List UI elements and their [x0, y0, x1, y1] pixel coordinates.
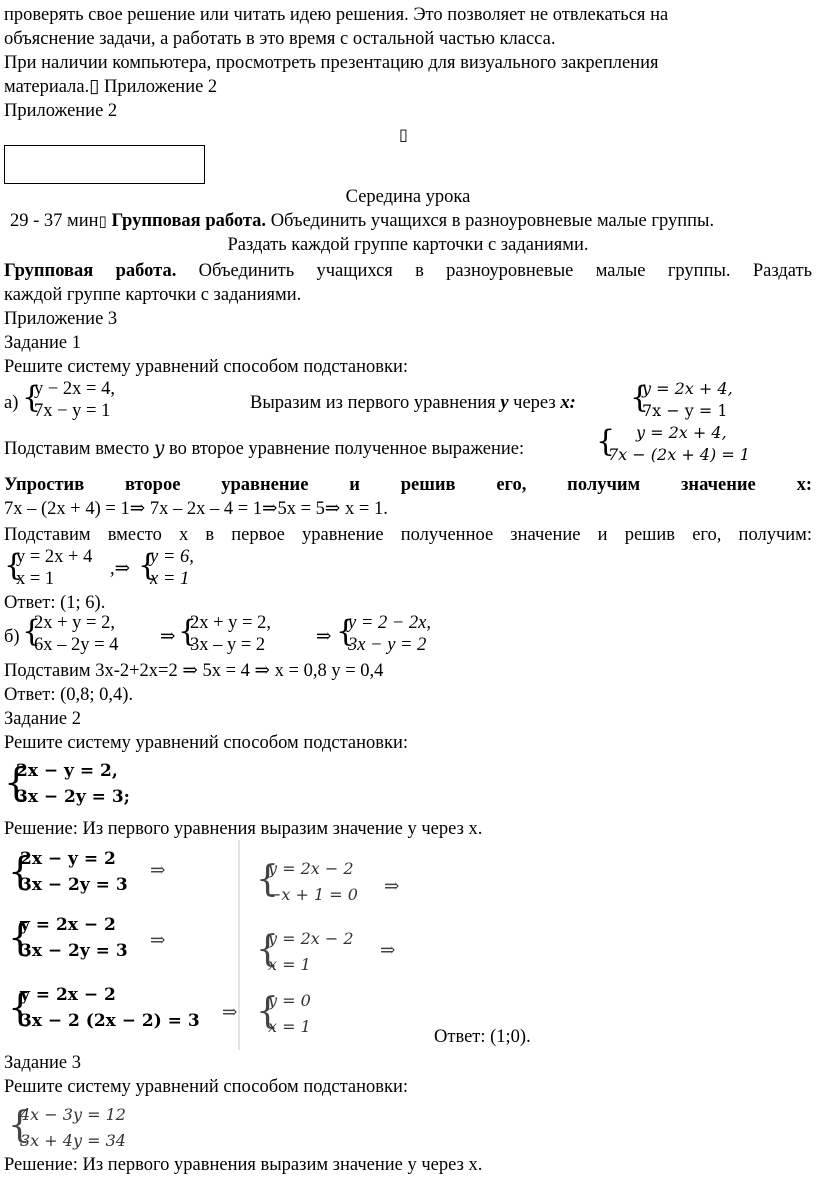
equation: x = 1: [16, 569, 55, 589]
empty-box: [4, 145, 205, 184]
arrow: ⇒: [380, 941, 396, 961]
task2-solution: Решение: Из первого уравнения выразим значение y через x.: [4, 819, 483, 839]
arrow: ⇒: [150, 861, 166, 881]
arrow: ,⇒: [110, 559, 131, 579]
subst-system: [596, 422, 796, 470]
final-sys-left: [4, 546, 114, 590]
group-work-text: Объединить учащихся в разноуровневые малые группы.: [266, 211, 715, 231]
equation: y = 2x + 4,: [636, 423, 727, 442]
task3-title: Задание 3: [4, 1053, 81, 1073]
equation: 3x − 2 (2x − 2) = 3: [20, 1011, 200, 1031]
task1-b-label: б): [4, 627, 20, 647]
equation: 2x + y = 2,: [34, 613, 115, 633]
equation: 3x – y = 2: [190, 635, 266, 655]
left-brace: {: [4, 760, 29, 804]
arrow: ⇒: [222, 1003, 238, 1023]
group-para-bold: Групповая работа.: [4, 261, 177, 281]
task2-step3-left: [8, 980, 218, 1036]
stage-title: Середина урока: [345, 187, 471, 207]
left-brace: {: [256, 929, 279, 970]
left-brace: {: [256, 991, 279, 1032]
left-brace: {: [22, 380, 42, 415]
task1-a-system: [22, 378, 182, 422]
left-brace: {: [8, 849, 33, 893]
equation: 3x + 4y = 34: [20, 1131, 126, 1150]
stage-line: [10, 210, 714, 232]
equation: y = 2x + 4: [16, 547, 93, 567]
task2-step2-left: [8, 910, 158, 966]
express-text: Выразим из первого уравнения: [250, 393, 501, 413]
task1-prompt: Решите систему уравнений способом подстановки:: [4, 357, 409, 377]
express-line: [250, 392, 576, 414]
stage-line-2: Раздать каждой группе карточки с заданиями.: [227, 235, 589, 255]
equation: 7x − y = 1: [34, 401, 111, 421]
intro-line-1: проверять свое решение или читать идею решения. Это позволяет не отвлекаться на: [4, 5, 669, 25]
group-work-bold: Групповая работа.: [111, 211, 267, 231]
arrow: ⇒: [150, 931, 166, 951]
equation: x = 1: [150, 569, 190, 589]
final-sys-right: [138, 546, 218, 590]
equation: y = 2x − 2: [20, 985, 116, 1005]
task2-step3-right: [256, 984, 346, 1044]
equation: 3x − 2y = 3: [20, 941, 128, 961]
task1-b-system-3: [336, 612, 476, 656]
task3-prompt: Решите систему уравнений способом подстановки:: [4, 1077, 409, 1097]
equation: y = 2x − 2: [268, 929, 354, 948]
group-para-text: Объединить учащихся в разноуровневые малые группы. Раздать: [176, 261, 813, 281]
equation: y = 2x − 2: [268, 859, 354, 878]
equation: 2x + y = 2,: [190, 613, 271, 633]
equation: x = 1: [268, 1017, 311, 1036]
express-system: [630, 378, 780, 422]
arrow: ⇒: [160, 627, 176, 647]
left-brace: {: [596, 424, 616, 459]
intro-line-4: материала.▯ Приложение 2: [4, 77, 218, 97]
task2-step2-right: [256, 922, 396, 982]
task2-title: Задание 2: [4, 709, 81, 729]
calc-line: 7x – (2x + 4) = 1⇒ 7x – 2x – 4 = 1⇒5x = 5⇒ x = 1.: [4, 499, 388, 519]
intro-line-3: При наличии компьютера, просмотреть презентацию для визуального закрепления: [4, 53, 659, 73]
equation: y = 0: [268, 991, 311, 1010]
intro-line-5: Приложение 2: [4, 101, 118, 121]
equation: 7x − y = 1: [642, 401, 728, 420]
task2-system: [4, 756, 144, 810]
left-brace: {: [22, 614, 42, 649]
express-mid: через: [508, 393, 561, 413]
task2-answer: Ответ: (1;0).: [434, 1027, 531, 1047]
left-brace: {: [256, 859, 279, 900]
task1-b-system-1: [22, 612, 162, 656]
task1-answer-b: Ответ: (0,8; 0,4).: [4, 685, 134, 705]
left-brace: {: [4, 548, 24, 583]
left-brace: {: [630, 380, 650, 415]
left-brace: {: [178, 614, 198, 649]
equation: y = 6,: [150, 547, 194, 567]
left-brace: {: [138, 548, 158, 583]
group-para-line-1: [4, 260, 812, 282]
equation: x = 1: [268, 955, 311, 974]
task3-system: [8, 1100, 158, 1154]
equation: y = 2x − 2: [20, 915, 116, 935]
subst-text: Подставим вместо 𝑦 во второе уравнение полученное выражение:: [4, 439, 525, 459]
equation: y = 2 − 2x,: [348, 613, 432, 633]
equation: −x + 1 = 0: [268, 885, 358, 904]
solution-label: Решение:: [4, 1155, 78, 1175]
appendix-3: Приложение 3: [4, 309, 118, 329]
express-var: y: [500, 393, 509, 413]
left-brace: {: [8, 915, 33, 959]
left-brace: {: [8, 985, 33, 1029]
task2-step1-right: [256, 852, 396, 912]
task1-b-system-2: [178, 612, 318, 656]
equation: 2x − y = 2: [20, 849, 116, 869]
express-var: x:: [560, 393, 576, 413]
equation: 3x − 2y = 3: [20, 875, 128, 895]
equation: y = 2x + 4,: [642, 379, 733, 398]
left-brace: {: [336, 614, 356, 649]
equation: 2x − y = 2,: [16, 761, 118, 781]
task1-b-subst: Подставим 3x-2+2x=2 ⇒ 5x = 4 ⇒ x = 0,8 y = 0,4: [4, 661, 384, 681]
arrow: ⇒: [384, 877, 400, 897]
simplify-line: Упростив второе уравнение и решив его, получим значение x:: [4, 475, 812, 495]
task1-answer-a: Ответ: (1; 6).: [4, 593, 106, 613]
intro-line-2: объяснение задачи, а работать в это время с остальной частью класса.: [4, 29, 556, 49]
stage-time: 29 - 37 мин: [10, 211, 99, 231]
equation: 6x – 2y = 4: [34, 635, 119, 655]
solution-text: Из первого уравнения выразим значение y через x.: [77, 1155, 483, 1175]
left-brace: {: [8, 1105, 31, 1146]
subst2-line: Подставим вместо x в первое уравнение полученное значение и решив его, получим:: [4, 525, 812, 545]
task1-a-label: а): [4, 393, 19, 413]
task2-prompt: Решите систему уравнений способом подстановки:: [4, 733, 409, 753]
stage-glyph-icon: ▯: [98, 212, 107, 230]
equation: y − 2x = 4,: [34, 379, 115, 399]
equation: 4x − 3y = 12: [20, 1105, 126, 1124]
group-para-line-2: каждой группе карточки с заданиями.: [4, 285, 302, 305]
arrow: ⇒: [316, 627, 332, 647]
equation: 3x − 2y = 3;: [16, 787, 130, 807]
equation: 3x − y = 2: [348, 635, 427, 655]
placeholder-glyph-icon: ▯: [399, 125, 408, 144]
task2-step1-left: [8, 844, 158, 900]
task3-solution: [4, 1154, 482, 1176]
equation: 7x − (2x + 4) = 1: [608, 445, 750, 464]
task1-title: Задание 1: [4, 333, 81, 353]
grid-line: [238, 840, 240, 1050]
